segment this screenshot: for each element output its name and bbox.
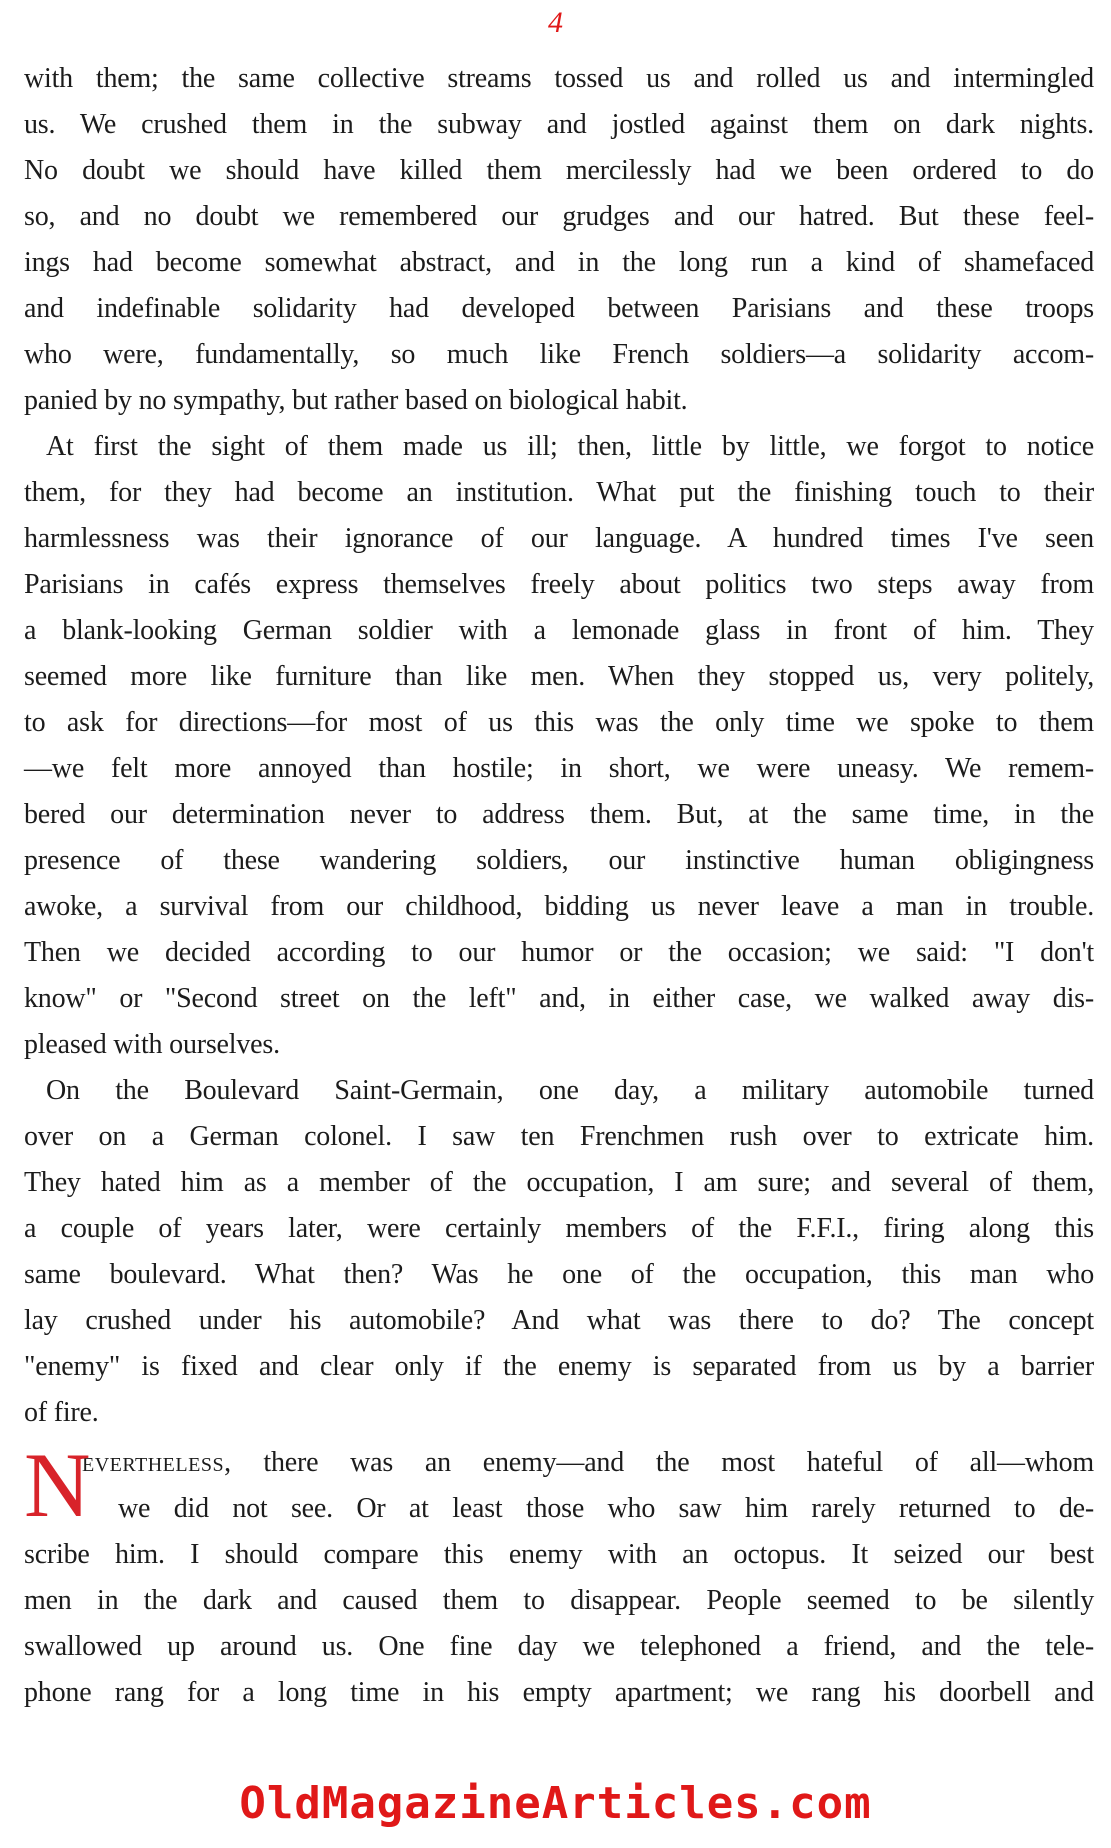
text-line: At first the sight of them made us ill; then, little by little, we forgot to notice [46,431,1094,462]
text-line: know" or "Second street on the left" and, in either case, we walked away dis- [24,983,1094,1014]
paragraph-3 [24,1068,1094,1436]
text-line: seemed more like furniture than like men. When they stopped us, very politely, [24,661,1094,692]
text-line: a couple of years later, were certainly members of the F.F.I., firing along this [24,1213,1094,1244]
page-number: 4 [548,6,563,39]
lead-word: evertheless, [82,1447,232,1478]
text-line: harmlessness was their ignorance of our language. A hundred times I've seen [24,523,1094,554]
lead-line-text: there was an enemy—and the most hateful of all—whom [263,1447,1094,1478]
text-line: phone rang for a long time in his empty apartment; we rang his doorbell and [24,1677,1094,1708]
text-line: lay crushed under his automobile? And what was there to do? The concept [24,1305,1094,1336]
text-line: "enemy" is fixed and clear only if the enemy is separated from us by a barrier [24,1351,1094,1382]
text-line: —we felt more annoyed than hostile; in short, we were uneasy. We remem- [24,753,1094,784]
text-line: awoke, a survival from our childhood, bidding us never leave a man in trouble. [24,891,1094,922]
text-line: men in the dark and caused them to disappear. People seemed to be silently [24,1585,1094,1616]
text-line: ings had become somewhat abstract, and in the long run a kind of shamefaced [24,247,1094,278]
text-line: No doubt we should have killed them mercilessly had we been ordered to do [24,155,1094,186]
text-line: Parisians in cafés express themselves freely about politics two steps away from [24,569,1094,600]
text-line: with them; the same collective streams tossed us and rolled us and intermingled [24,63,1094,94]
text-line: so, and no doubt we remembered our grudges and our hatred. But these feel- [24,201,1094,232]
text-line: us. We crushed them in the subway and jostled against them on dark nights. [24,109,1094,140]
text-line: bered our determination never to address them. But, at the same time, in the [24,799,1094,830]
drop-cap: N [24,1434,91,1536]
text-line: Then we decided according to our humor or the occasion; we said: "I don't [24,937,1094,968]
text-line: On the Boulevard Saint-Germain, one day, a military automobile turned [46,1075,1094,1106]
text-line: pleased with ourselves. [24,1029,280,1060]
text-line: presence of these wandering soldiers, our instinctive human obligingness [24,845,1094,876]
text-line: we did not see. Or at least those who saw him rarely returned to de- [118,1493,1094,1524]
text-line: and indefinable solidarity had developed between Parisians and these troops [24,293,1094,324]
text-line: panied by no sympathy, but rather based on biological habit. [24,385,688,416]
site-watermark[interactable]: OldMagazineArticles.com [239,1778,872,1829]
text-line: over on a German colonel. I saw ten Frenchmen rush over to extricate him. [24,1121,1094,1152]
text-line: of fire. [24,1397,99,1428]
text-line: who were, fundamentally, so much like French soldiers—a solidarity accom- [24,339,1094,370]
text-line [24,1440,1094,1486]
paragraph-2 [24,424,1094,1068]
text-line: same boulevard. What then? Was he one of the occupation, this man who [24,1259,1094,1290]
paragraph-1 [24,56,1094,424]
text-line: to ask for directions—for most of us this was the only time we spoke to them [24,707,1094,738]
paragraph-4 [24,1434,1094,1716]
text-line: swallowed up around us. One fine day we telephoned a friend, and the tele- [24,1631,1094,1662]
text-line: scribe him. I should compare this enemy with an octopus. It seized our best [24,1539,1094,1570]
text-line: a blank-looking German soldier with a lemonade glass in front of him. They [24,615,1094,646]
text-line: them, for they had become an institution. What put the finishing touch to their [24,477,1094,508]
article-body [24,56,1094,1716]
text-line: They hated him as a member of the occupation, I am sure; and several of them, [24,1167,1094,1198]
